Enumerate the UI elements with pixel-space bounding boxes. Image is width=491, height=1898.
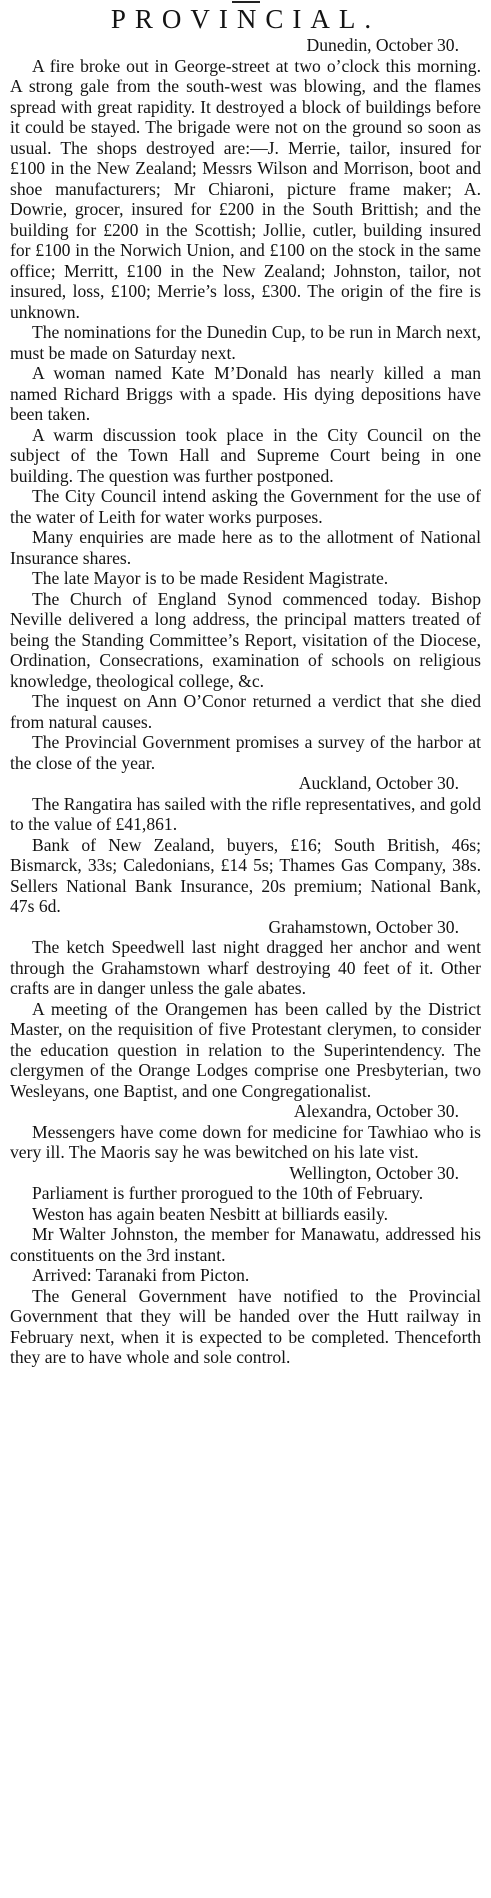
article-paragraph: Parliament is further prorogued to the 10th of February.	[32, 1183, 424, 1203]
article-paragraph: The late Mayor is to be made Resident Magistrate.	[32, 568, 389, 588]
dateline-dunedin: Dunedin, October 30.	[306, 35, 459, 55]
dateline-wellington: Wellington, October 30.	[289, 1162, 459, 1183]
article-paragraph: The inquest on Ann O’Conor returned a verdict that she died from natural causes.	[10, 691, 481, 732]
article-paragraph: The ketch Speedwell last night dragged her anchor and went through the Grahamstown wharf destroying 40 feet of it. Other crafts are in danger unless the gale abates.	[10, 937, 481, 998]
article-paragraph: A woman named Kate M’Donald has nearly killed a man named Richard Briggs with a spade. His dying depositions have been taken.	[10, 363, 481, 424]
section-wellington	[10, 1163, 481, 1368]
article-paragraph: A meeting of the Orangemen has been called by the District Master, on the requisition of five Protestant clerymen, to consider the education question in relation to the Superintendency. The clergymen of the Orange Lodges comprise one Presbyterian, two Wesleyans, one Baptist, and one Congregationalist.	[10, 998, 481, 1101]
section-dunedin	[10, 35, 481, 773]
page-title: PROVINCIAL.	[110, 4, 381, 34]
article-paragraph: The Rangatira has sailed with the rifle representatives, and gold to the value of £41,861.	[10, 793, 481, 834]
article-paragraph: The Provincial Government promises a survey of the harbor at the close of the year.	[10, 732, 481, 773]
article-paragraph: Many enquiries are made here as to the allotment of National Insurance shares.	[10, 527, 481, 568]
article-paragraph: Mr Walter Johnston, the member for Manawatu, addressed his constituents on the 3rd instant.	[10, 1224, 481, 1265]
article-paragraph: Messengers have come down for medicine for Tawhiao who is very ill. The Maoris say he was bewitched on his late vist.	[10, 1121, 481, 1162]
article-paragraph: A warm discussion took place in the City Council on the subject of the Town Hall and Supreme Court being in one building. The question was further postponed.	[10, 424, 481, 486]
article-paragraph: Arrived: Taranaki from Picton.	[32, 1265, 250, 1285]
section-alexandra	[10, 1101, 481, 1163]
article-paragraph: The City Council intend asking the Government for the use of the water of Leith for water works purposes.	[10, 486, 481, 527]
article-paragraph: Bank of New Zealand, buyers, £16; South British, 46s; Bismarck, 33s; Caledonians, £14 5s; Thames Gas Company, 38s. Sellers National Bank Insurance, 20s premium; National Bank, 47s 6d.	[10, 834, 481, 916]
dateline-grahamstown: Grahamstown, October 30.	[268, 916, 459, 937]
article-paragraph: The nominations for the Dunedin Cup, to be run in March next, must be made on Saturday next.	[10, 322, 481, 363]
top-rule	[232, 1, 260, 3]
dateline-auckland: Auckland, October 30.	[298, 773, 459, 793]
dateline-alexandra: Alexandra, October 30.	[293, 1101, 459, 1121]
article-paragraph: The General Government have notified to the Provincial Government that they will be handed over the Hutt railway in February next, when it is expected to be completed. Thenceforth they are to have whole and sole control.	[10, 1285, 481, 1367]
section-auckland	[10, 773, 481, 917]
article-paragraph: A fire broke out in George-street at two o’clock this morning. A strong gale from the south-west was blowing, and the flames spread with great rapidity. It destroyed a block of buildings before it could be stayed. The brigade were not on the ground so soon as usual. The shops destroyed are:—J. Merrie, tailor, insured for £100 in the New Zealand; Messrs Wilson and Morrison, boot and shoe manufacturers; Mr Chiaroni, picture frame maker; A. Dowrie, grocer, insured for £200 in the South Brittish; and the building for £200 in the Scottish; Jollie, cutler, building insured for £100 in the Norwich Union, and £100 on the stock in the same office; Merritt, £100 in the New Zealand; Johnston, tailor, not insured, loss, £100; Merrie’s loss, £300. The origin of the fire is unknown.	[10, 55, 481, 322]
article-paragraph: Weston has again beaten Nesbitt at billiards easily.	[32, 1203, 389, 1224]
article-paragraph: The Church of England Synod commenced today. Bishop Neville delivered a long address, the principal matters treated of being the Standing Committee’s Report, visitation of the Diocese, Ordination, Consecrations, examination of schools on religious knowledge, theological college, &c.	[10, 588, 481, 691]
section-grahamstown	[10, 917, 481, 1102]
